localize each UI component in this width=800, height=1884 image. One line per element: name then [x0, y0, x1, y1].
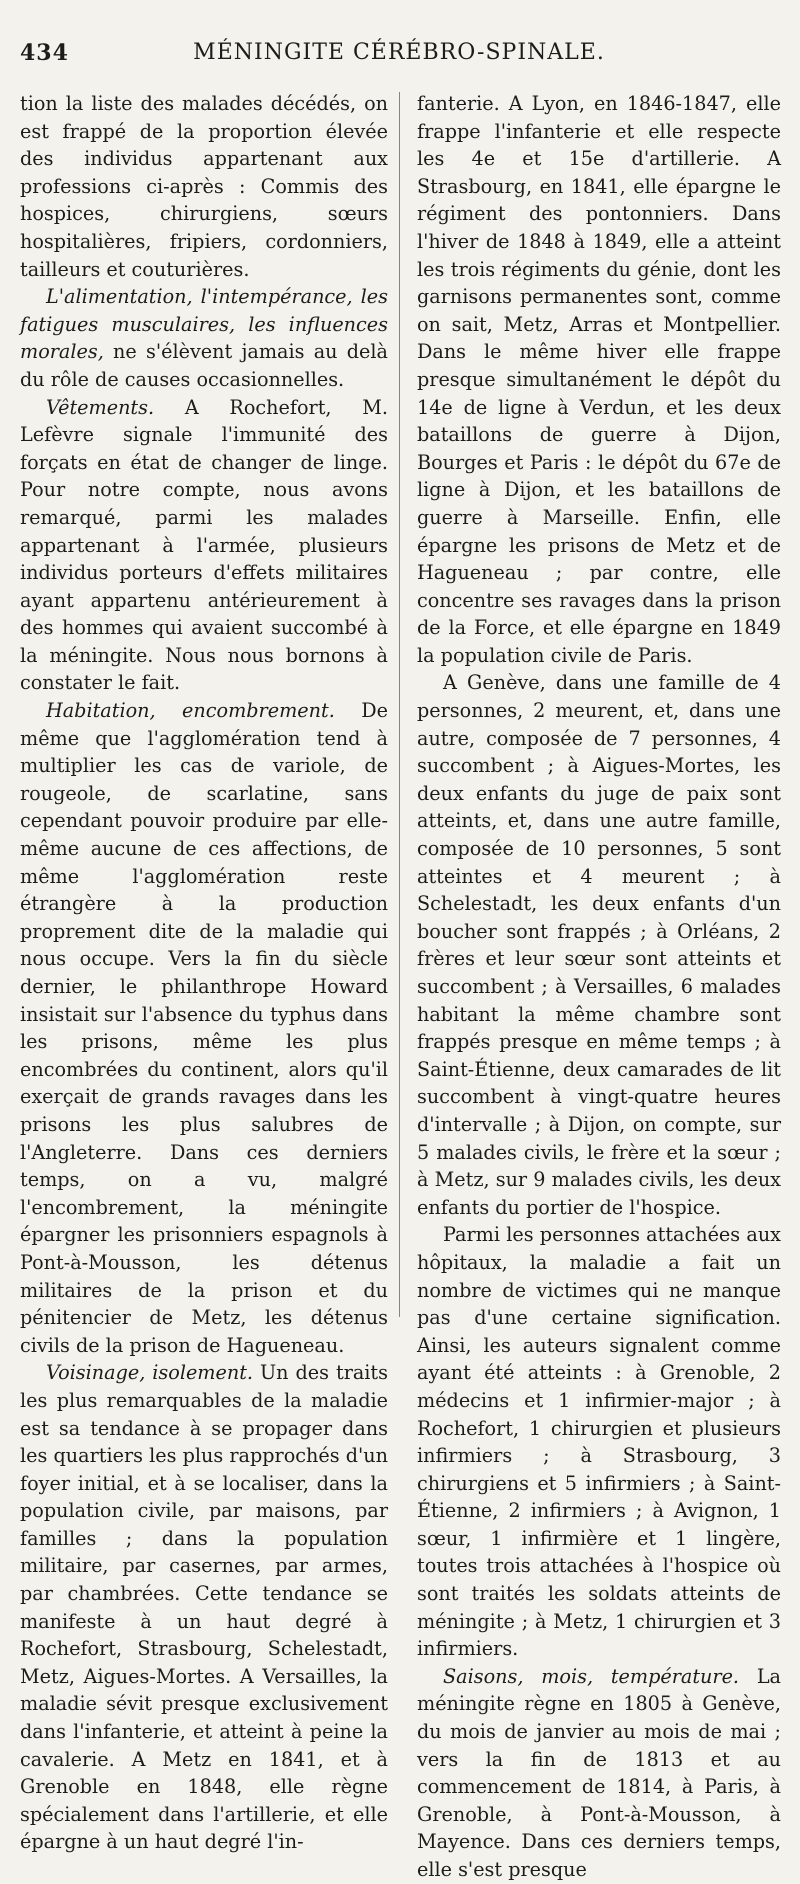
left-column: [20, 90, 388, 1854]
section-lead: Voisinage, isolement.: [46, 1361, 254, 1385]
section-lead: Habitation, encombrement.: [46, 699, 335, 723]
column-divider: [399, 92, 400, 1317]
section-lead: Vêtements.: [46, 395, 155, 419]
paragraph: Habitation, encombrement. De même que l'agglomération tend à multiplier les cas de variole, de rougeole, de scarlatine, sans cependant pouvoir produire par elle-même aucune de ces affections, de même l'agglomération reste étrangère à la production proprement dite de la maladie qui nous occupe. Vers la fin du siècle dernier, le philanthrope Howard insistait sur l'absence du typhus dans les prisons, même les plus encombrées du continent, alors qu'il exerçait de grands ravages dans les prisons les plus salubres de l'Angleterre. Dans ces derniers temps, on a vu, malgré l'encombrement, la méningite épargner les prisonniers espagnols à Pont-à-Mousson, les détenus militaires de la prison et du pénitencier de Metz, les détenus civils de la prison de Hagueneau.: [20, 699, 388, 1357]
running-header: [20, 40, 778, 80]
section-lead: Saisons, mois, température.: [443, 1664, 740, 1688]
right-column: [417, 90, 781, 1881]
paragraph: fanterie. A Lyon, en 1846-1847, elle frappe l'infanterie et elle respecte les 4e et 15e d'artillerie. A Strasbourg, en 1841, elle épargne le régiment des pontonniers. Dans l'hiver de 1848 à 1849, elle a atteint les trois régiments du génie, dont les garnisons permanentes sont, comme on sait, Metz, Arras et Montpellier. Dans le même hiver elle frappe presque simultanément le dépôt du 14e de ligne à Verdun, et les deux bataillons de guerre à Dijon, Bourges et Paris : le dépôt du 67e de ligne à Dijon, et les bataillons de guerre à Marseille. Enfin, elle épargne les prisons de Metz et de Hagueneau ; par contre, elle concentre ses ravages dans la prison de la Force, et elle épargne en 1849 la population civile de Paris.: [417, 92, 781, 667]
section-lead: L'alimentation, l'intempérance, les fatigues musculaires, les influences morales,: [20, 285, 388, 364]
paragraph: Saisons, mois, température. La méningite règne en 1805 à Genève, du mois de janvier au mois de mai ; vers la fin de 1813 et au commencement de 1814, à Paris, à Grenoble, à Pont-à-Mousson, à Mayence. Dans ces derniers temps, elle s'est presque: [417, 1664, 781, 1881]
paragraph: A Genève, dans une famille de 4 personnes, 2 meurent, et, dans une autre, composée de 7 personnes, 4 succombent ; à Aigues-Mortes, les deux enfants du juge de paix sont atteints, et, dans une autre famille, composée de 10 personnes, 5 sont atteintes et 4 meurent ; à Schelestadt, les deux enfants d'un boucher sont frappés ; à Orléans, 2 frères et leur sœur sont atteints et succombent ; à Versailles, 6 malades habitant la même chambre sont frappés presque en même temps ; à Saint-Étienne, deux camarades de lit succombent à vingt-quatre heures d'intervalle ; à Dijon, on compte, sur 5 malades civils, le frère et la sœur ; à Metz, sur 9 malades civils, les deux enfants du portier de l'hospice.: [417, 671, 781, 1219]
paragraph: Vêtements. A Rochefort, M. Lefèvre signale l'immunité des forçats en état de changer de linge. Pour notre compte, nous avons remarqué, parmi les malades appartenant à l'armée, plusieurs individus porteurs d'effets militaires ayant appartenu antérieurement à des hommes qui avaient succombé à la méningite. Nous nous bornons à constater le fait.: [20, 395, 388, 695]
paragraph: Parmi les personnes attachées aux hôpitaux, la maladie a fait un nombre de victimes qui ne manque pas d'une certaine signification. Ainsi, les auteurs signalent comme ayant été atteints : à Grenoble, 2 médecins et 1 infirmier-major ; à Rochefort, 1 chirurgien et plusieurs infirmiers ; à Strasbourg, 3 chirurgiens et 5 infirmiers ; à Saint-Étienne, 2 infirmiers ; à Avignon, 1 sœur, 1 infirmière et 1 lingère, toutes trois attachées à l'hospice où sont traités les soldats atteints de méningite ; à Metz, 1 chirurgien et 3 infirmiers.: [417, 1223, 781, 1661]
paragraph: tion la liste des malades décédés, on est frappé de la proportion élevée des individus appartenant aux professions ci-après : Commis des hospices, chirurgiens, sœurs hospitalières, fripiers, cordonniers, tailleurs et couturières.: [20, 92, 388, 281]
page-number: 434: [20, 40, 69, 66]
paragraph: L'alimentation, l'intempérance, les fatigues musculaires, les influences morales, ne s'élèvent jamais au delà du rôle de causes occasionnelles.: [20, 285, 388, 391]
running-title: MÉNINGITE CÉRÉBRO-SPINALE.: [193, 40, 605, 65]
paragraph: Voisinage, isolement. Un des traits les plus remarquables de la maladie est sa tendance à se propager dans les quartiers les plus rapprochés d'un foyer initial, et à se localiser, dans la population civile, par maisons, par familles ; dans la population militaire, par casernes, par armes, par chambrées. Cette tendance se manifeste à un haut degré à Rochefort, Strasbourg, Schelestadt, Metz, Aigues-Mortes. A Versailles, la maladie sévit presque exclusivement dans l'infanterie, et atteint à peine la cavalerie. A Metz en 1841, et à Grenoble en 1848, elle règne spécialement dans l'artillerie, et elle épargne à un haut degré l'in-: [20, 1361, 388, 1854]
